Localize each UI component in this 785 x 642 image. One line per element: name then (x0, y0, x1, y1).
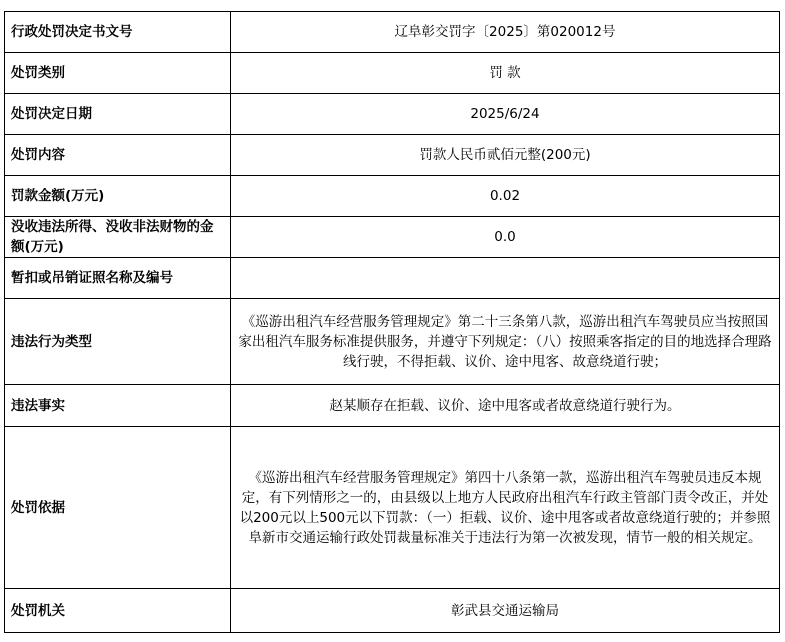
table-row (5, 135, 780, 176)
row-label-penalty-basis: 处罚依据 (5, 427, 231, 589)
row-value-penalty-basis: 《巡游出租汽车经营服务管理规定》第四十八条第一款，巡游出租汽车驾驶员违反本规定，有下列情形之一的，由县级以上地方人民政府出租汽车行政主管部门责令改正，并处以200元以上500元以下罚款：（一）拒载、议价、途中甩客或者故意绕道行驶的；并参照阜新市交通运输行政处罚裁量标准关于违法行为第一次被发现，情节一般的相关规定。 (231, 427, 780, 589)
row-label-confiscation-amount: 没收违法所得、没收非法财物的金额(万元) (5, 217, 231, 258)
row-label-decision-number: 行政处罚决定书文号 (5, 12, 231, 53)
row-label-fine-amount: 罚款金额(万元) (5, 176, 231, 217)
table-row (5, 299, 780, 385)
table-row (5, 427, 780, 589)
table-row (5, 176, 780, 217)
row-value-decision-date: 2025/6/24 (231, 94, 780, 135)
row-value-violation-facts: 赵某顺存在拒载、议价、途中甩客或者故意绕道行驶行为。 (231, 385, 780, 427)
row-label-penalty-content: 处罚内容 (5, 135, 231, 176)
row-value-penalty-content: 罚款人民币贰佰元整(200元) (231, 135, 780, 176)
table-row (5, 12, 780, 53)
table-row (5, 589, 780, 633)
penalty-info-table (4, 11, 780, 633)
row-label-violation-type: 违法行为类型 (5, 299, 231, 385)
row-label-violation-facts: 违法事实 (5, 385, 231, 427)
table-row (5, 53, 780, 94)
row-value-penalty-authority: 彰武县交通运输局 (231, 589, 780, 633)
table-row (5, 217, 780, 258)
table-row (5, 385, 780, 427)
row-label-penalty-category: 处罚类别 (5, 53, 231, 94)
row-value-fine-amount: 0.02 (231, 176, 780, 217)
row-value-license-suspension (231, 258, 780, 299)
row-value-penalty-category: 罚 款 (231, 53, 780, 94)
table-row (5, 258, 780, 299)
row-label-decision-date: 处罚决定日期 (5, 94, 231, 135)
table-row (5, 94, 780, 135)
row-value-decision-number: 辽阜彰交罚字〔2025〕第020012号 (231, 12, 780, 53)
row-label-license-suspension: 暂扣或吊销证照名称及编号 (5, 258, 231, 299)
row-value-violation-type: 《巡游出租汽车经营服务管理规定》第二十三条第八款，巡游出租汽车驾驶员应当按照国家出租汽车服务标准提供服务，并遵守下列规定：（八）按照乘客指定的目的地选择合理路线行驶，不得拒载、议价、途中甩客、故意绕道行驶； (231, 299, 780, 385)
row-label-penalty-authority: 处罚机关 (5, 589, 231, 633)
row-value-confiscation-amount: 0.0 (231, 217, 780, 258)
